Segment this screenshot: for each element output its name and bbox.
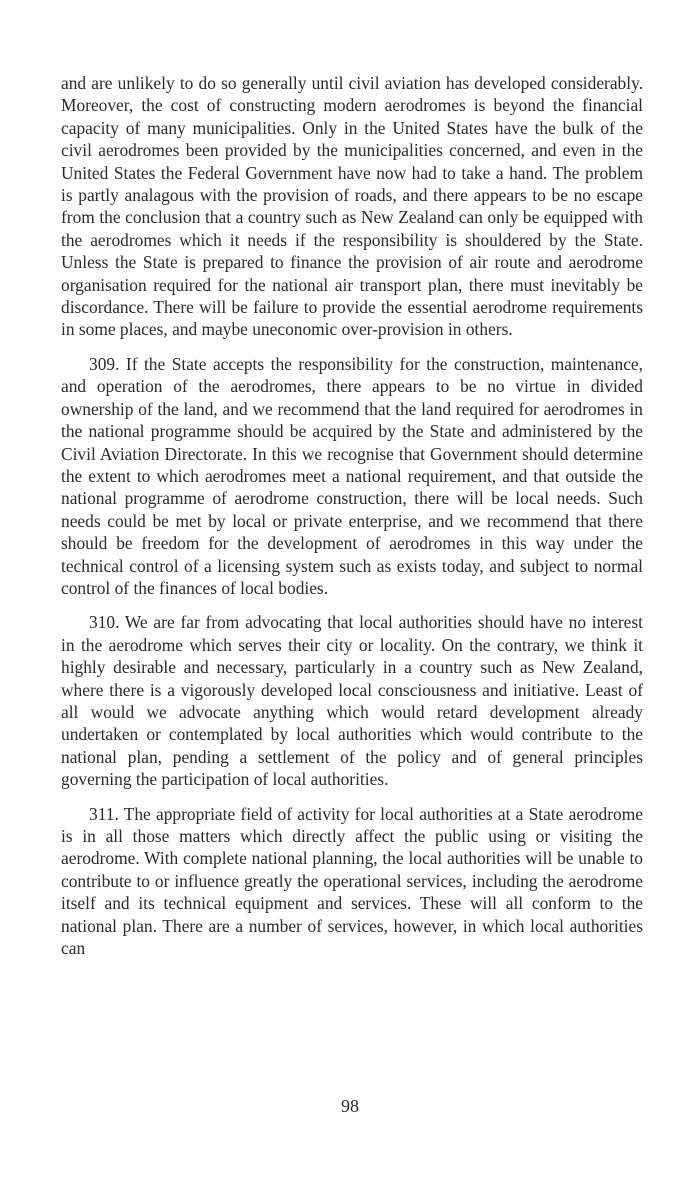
document-page [61,72,643,959]
page-number: 98 [341,1096,359,1116]
paragraph-309: 309. If the State accepts the responsibility for the construction, maintenance, and operation of the aerodromes, there appears to be no virtue in divided ownership of the land, and we recommend that the land required for aerodromes in the national programme should be acquired by the State and administered by the Civil Aviation Directorate. In this we recognise that Government should determine the extent to which aerodromes meet a national requirement, and that outside the national programme of aerodrome construction, there will be local needs. Such needs could be met by local or private enterprise, and we recommend that there should be freedom for the development of aerodromes in this way under the technical control of a licensing system such as exists today, and subject to normal control of the finances of local bodies. [61,353,643,598]
paragraph-311: 311. The appropriate field of activity for local authorities at a State aerodrome is in all those matters which directly affect the public using or visiting the aerodrome. With complete national planning, the local authorities will be unable to contribute to or influence greatly the operational services, including the aerodrome itself and its technical equipment and services. These will all conform to the national plan. There are a number of services, however, in which local authorities can [61,803,643,959]
paragraph-continuation: and are unlikely to do so generally until civil aviation has developed considerably. Moreover, the cost of constructing modern aerodromes is beyond the financial capacity of many municipalities. Only in the United States have the bulk of the civil aerodromes been provided by the municipalities concerned, and even in the United States the Federal Government have now had to take a hand. The problem is partly analagous with the provision of roads, and there appears to be no escape from the conclusion that a country such as New Zealand can only be equipped with the aerodromes which it needs if the responsibility is shouldered by the State. Unless the State is prepared to finance the provision of air route and aerodrome organisation required for the national air transport plan, there must inevitably be discordance. There will be failure to provide the essential aerodrome requirements in some places, and maybe uneconomic over-provision in others. [61,73,643,340]
paragraph-310: 310. We are far from advocating that local authorities should have no interest in the aerodrome which serves their city or locality. On the contrary, we think it highly desirable and necessary, particularly in a country such as New Zealand, where there is a vigorously developed local consciousness and initiative. Least of all would we advocate anything which would retard development already undertaken or contemplated by local authorities which would contribute to the national plan, pending a settlement of the policy and of general principles governing the participation of local authorities. [61,612,643,790]
